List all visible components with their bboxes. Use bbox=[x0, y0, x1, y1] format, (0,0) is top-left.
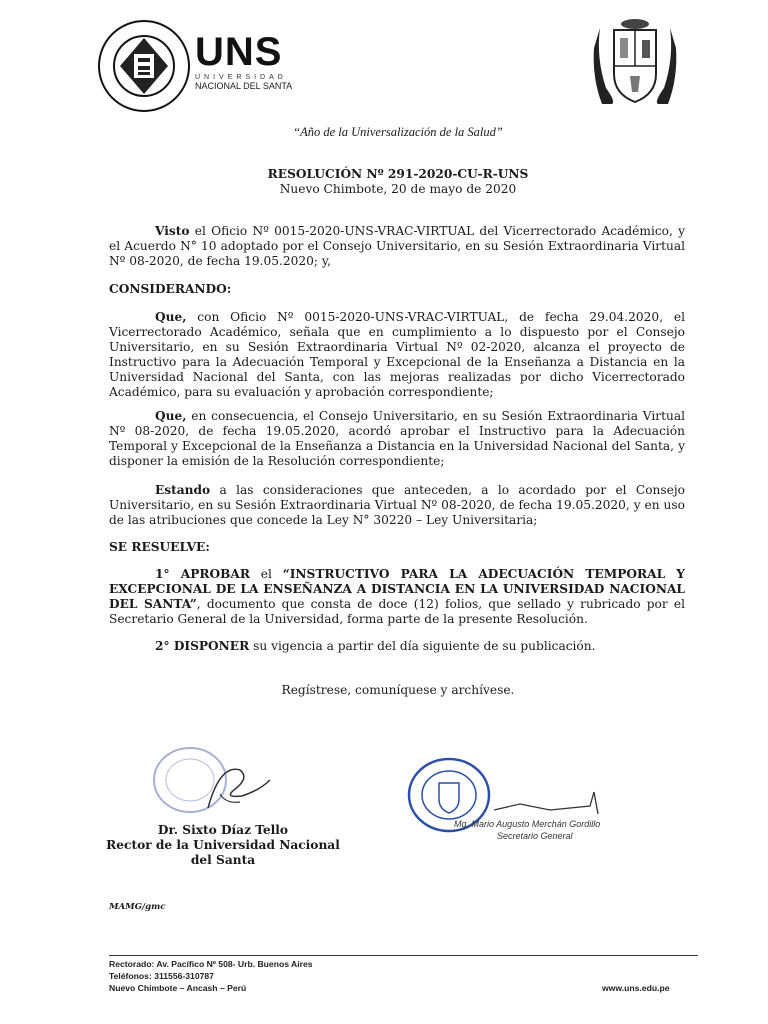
secretary-name: Mg. Mario Augusto Merchán Gordillo bbox=[454, 819, 601, 829]
r1-mid: el bbox=[249, 567, 283, 581]
p1-lead: Que, bbox=[155, 310, 187, 324]
footer-city: Nuevo Chimbote – Ancash – Perú bbox=[109, 983, 247, 993]
p3-text: a las consideraciones que anteceden, a lo acordado por el Consejo Universitario, en su Sesión Extraordinaria Virtual Nº 08-2020, de fecha 19.05.2020, y en uso de las atribuciones que concede la Ley N° 30220 – Ley Universitaria; bbox=[109, 483, 685, 527]
year-motto: “Año de la Universalización de la Salud” bbox=[293, 125, 503, 139]
considerando-paragraph-3 bbox=[109, 483, 685, 528]
rector-title-2: del Santa bbox=[190, 853, 256, 867]
footer-address bbox=[109, 958, 313, 994]
considerando-paragraph-2 bbox=[109, 409, 685, 469]
resolution-title: RESOLUCIÓN Nº 291-2020-CU-R-UNS bbox=[267, 167, 529, 181]
uns-wordmark: UNS bbox=[195, 30, 283, 74]
p3-lead: Estando bbox=[155, 483, 211, 497]
rector-stamp bbox=[150, 744, 280, 814]
rector-title-1: Rector de la Universidad Nacional bbox=[106, 838, 340, 852]
uns-logo-text bbox=[195, 32, 292, 91]
secretary-signature-line bbox=[490, 790, 630, 820]
se-resuelve-heading: SE RESUELVE: bbox=[109, 540, 210, 554]
peru-coat-of-arms bbox=[592, 18, 678, 106]
visto-text: el Oficio Nº 0015-2020-UNS-VRAC-VIRTUAL del Vicerrectorado Académico, y el Acuerdo N° 10 adoptado por el Consejo Universitario, en su Sesión Extraordinaria Virtual Nº 08-2020, de fecha 19.05.2020; y, bbox=[109, 224, 685, 268]
rector-signature-block bbox=[105, 823, 341, 868]
p1-text: con Oficio Nº 0015-2020-UNS-VRAC-VIRTUAL, de fecha 29.04.2020, el Vicerrectorado Académico, señala que en cumplimiento a lo dispuesto por el Consejo Universitario, en su Sesión Extraordinaria Virtual Nº 02-2020, alcanza el proyecto de Instructivo para la Adecuación Temporal y Excepcional de la Enseñanza a Distancia en la Universidad Nacional del Santa, con las mejoras realizadas por dicho Vicerrectorado Académico, para su evaluación y aprobación correspondiente; bbox=[109, 310, 685, 399]
r1-bold: “INSTRUCTIVO PARA LA ADECUACIÓN TEMPORAL Y EXCEPCIONAL DE LA ENSEÑANZA A DISTANCIA EN LA UNIVERSIDAD NACIONAL DEL SANTA” bbox=[109, 567, 685, 611]
rector-name: Dr. Sixto Díaz Tello bbox=[157, 823, 289, 837]
visto-lead: Visto bbox=[155, 224, 190, 238]
r1-text: , documento que consta de doce (12) folios, que sellado y rubricado por el Secretario General de la Universidad, forma parte de la presente Resolución. bbox=[109, 597, 685, 626]
footer-phones: Teléfonos: 311556-310787 bbox=[109, 971, 214, 981]
footer-website[interactable]: www.uns.edu.pe bbox=[602, 983, 670, 993]
considerando-paragraph-1 bbox=[109, 310, 685, 400]
uns-subtitle-2: NACIONAL DEL SANTA bbox=[195, 81, 293, 91]
secretary-signature-block bbox=[454, 818, 600, 842]
university-seal-logo bbox=[98, 20, 190, 112]
resolve-article-1 bbox=[109, 567, 685, 627]
visto-paragraph bbox=[109, 224, 685, 269]
closing-formula: Regístrese, comuníquese y archívese. bbox=[281, 683, 515, 697]
footer-divider bbox=[109, 955, 698, 956]
r2-text: su vigencia a partir del día siguiente de su publicación. bbox=[249, 639, 596, 653]
r2-lead: 2° DISPONER bbox=[155, 639, 250, 653]
p2-lead: Que, bbox=[155, 409, 187, 423]
footer-address-line: Rectorado: Av. Pacífico Nº 508- Urb. Buenos Aires bbox=[109, 959, 313, 969]
initials: MAMG/gmc bbox=[109, 902, 166, 912]
secretary-title: Secretario General bbox=[497, 831, 573, 841]
p2-text: en consecuencia, el Consejo Universitario, en su Sesión Extraordinaria Virtual Nº 08-2020, de fecha 19.05.2020, acordó aprobar el Instructivo para la Adecuación Temporal y Excepcional de la Enseñanza a Distancia en la Universidad Nacional del Santa, y disponer la emisión de la Resolución correspondiente; bbox=[109, 409, 685, 468]
resolution-place-date: Nuevo Chimbote, 20 de mayo de 2020 bbox=[279, 182, 517, 196]
considerando-heading: CONSIDERANDO: bbox=[109, 282, 232, 296]
resolve-article-2 bbox=[109, 639, 685, 654]
r1-lead: 1° APROBAR bbox=[155, 567, 250, 581]
uns-subtitle-1: UNIVERSIDAD bbox=[195, 74, 287, 81]
